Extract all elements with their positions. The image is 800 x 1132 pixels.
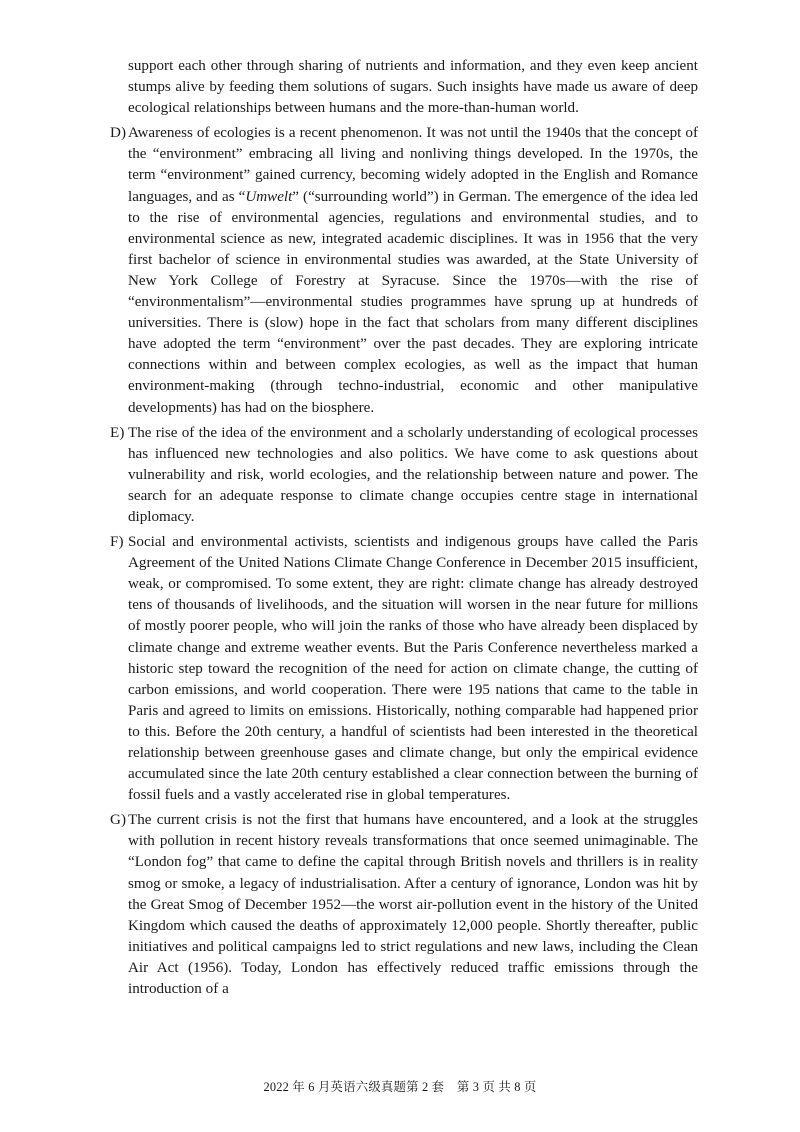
paragraph-d: [110, 123, 698, 418]
paragraph-label-e: E): [110, 424, 125, 441]
document-body: [110, 56, 698, 1000]
paragraph-text-e: The rise of the idea of the environment and a scholarly understanding of ecological processes has influenced new technologies and also politics. We have come to ask questions about vulnerability and risk, world ecologies, and the relationship between nature and power. The search for an adequate response to climate change occupies centre stage in international diplomacy.: [128, 424, 698, 525]
paragraph-label-d: D): [110, 125, 127, 142]
paragraph-d-italic-term: Umwelt: [245, 188, 293, 205]
paragraph-d-part2: ” (“surrounding world”) in German. The emergence of the idea led to the rise of environmental agencies, regulations and environmental studies, and to environmental science as new, integrated academic disciplines. It was in 1956 that the very first bachelor of science in environmental studies was awarded, at the State University of New York College of Forestry at Syracuse. Since the 1970s—with the rise of “environmentalism”—environmental studies programmes have sprung up at hundreds of universities. There is (slow) hope in the fact that scholars from many different disciplines have adopted the term “environment” over the past decades. They are exploring intricate connections within and between complex ecologies, as well as the impact that human environment-making (through techno-industrial, economic and other manipulative developments) has had on the biosphere.: [128, 188, 699, 416]
paragraph-e: [110, 423, 698, 528]
page-footer: 2022 年 6 月英语六级真题第 2 套 第 3 页 共 8 页: [263, 1080, 537, 1094]
paragraph-label-g: G): [110, 812, 127, 829]
paragraph-d-part1: Awareness of ecologies is a recent phenomenon. It was not until the 1940s that the concept of the “environment” embracing all living and nonliving things developed. In the 1970s, the term “environment” gained currency, becoming widely adopted in the English and Romance languages, and as “: [128, 125, 698, 205]
paragraph-text-f: Social and environmental activists, scientists and indigenous groups have called the Paris Agreement of the United Nations Climate Change Conference in December 2015 insufficient, weak, or compromised. To some extent, they are right: climate change has already destroyed tens of thousands of livelihoods, and the situation will worsen in the near future for millions of mostly poorer people, who will join the ranks of those who have already been displaced by climate change and extreme weather events. But the Paris Conference nevertheless marked a historic step toward the recognition of the need for action on climate change, the cutting of carbon emissions, and world cooperation. There were 195 nations that came to the table in Paris and agreed to limits on emissions. Historically, nothing comparable had happened prior to this. Before the 20th century, a handful of scientists had been interested in the theoretical relationship between greenhouse gases and climate change, but only the empirical evidence accumulated since the late 20th century established a clear connection between the burning of fossil fuels and a vastly accelerated rise in global temperatures.: [128, 534, 698, 804]
paragraph-text: support each other through sharing of nutrients and information, and they even keep ancient stumps alive by feeding them solutions of sugars. Such insights have made us aware of deep ecological relationships between humans and the more-than-human world.: [128, 58, 698, 117]
paragraph-text-g: The current crisis is not the first that humans have encountered, and a look at the struggles with pollution in recent history reveals transformations that once seemed unimaginable. The “London fog” that came to define the capital through British novels and thrillers is in reality smog or smoke, a legacy of industrialisation. After a century of ignorance, London was hit by the Great Smog of December 1952—the worst air-pollution event in the history of the United Kingdom which caused the deaths of approximately 12,000 people. Shortly thereafter, public initiatives and political campaigns led to strict regulations and new laws, including the Clean Air Act (1956). Today, London has effectively reduced traffic emissions through the introduction of a: [128, 812, 698, 998]
paragraph-text-d: [128, 123, 698, 418]
paragraph-g: [110, 810, 698, 1000]
paragraph-continuation: [110, 56, 698, 119]
paragraph-f: [110, 532, 698, 806]
paragraph-label-f: F): [110, 534, 124, 551]
